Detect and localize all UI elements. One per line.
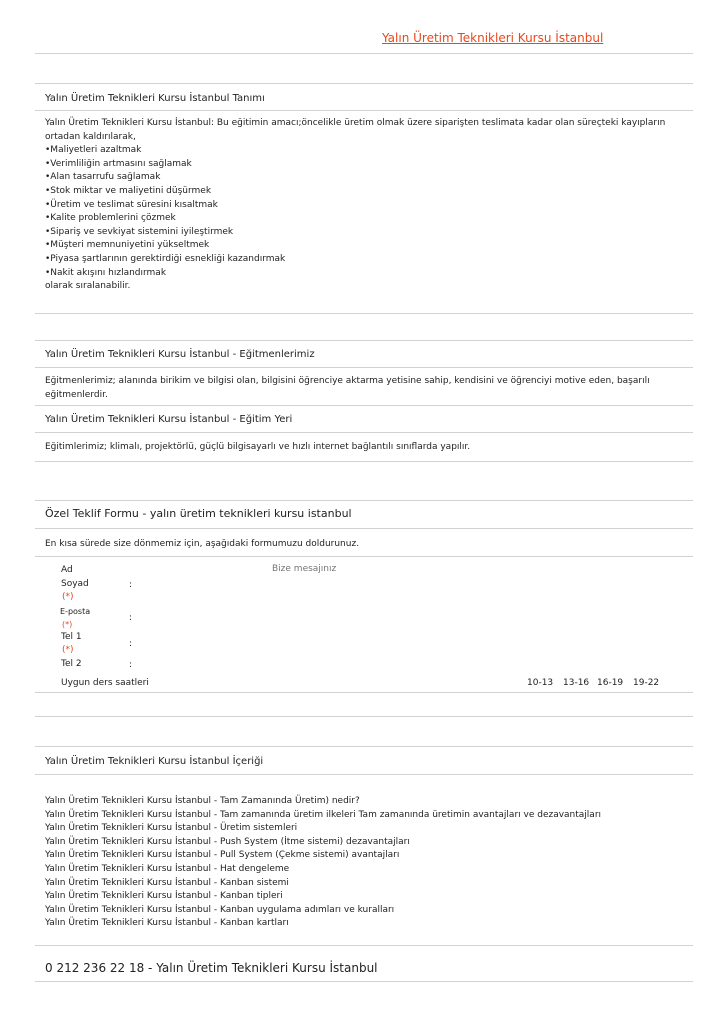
list-item: Yalın Üretim Teknikleri Kursu İstanbul - Kanban sistemi <box>45 877 289 888</box>
list-item: •Nakit akışını hızlandırmak <box>45 267 167 278</box>
definition-bullet-list <box>45 144 695 280</box>
contents-heading: Yalın Üretim Teknikleri Kursu İstanbul İçeriği <box>45 756 264 767</box>
divider <box>35 340 693 341</box>
list-item: •Verimliliğin artmasını sağlamak <box>45 158 192 169</box>
name-input[interactable] <box>135 563 255 575</box>
required-marker: (*) <box>62 620 73 629</box>
list-item: Yalın Üretim Teknikleri Kursu İstanbul - Kanban tipleri <box>45 891 283 902</box>
list-item: •Maliyetleri azaltmak <box>45 145 142 156</box>
tel1-input[interactable] <box>137 637 257 649</box>
definition-body <box>45 117 695 294</box>
colon: : <box>129 580 133 590</box>
tel1-label: Tel 1 <box>61 632 82 642</box>
divider <box>35 461 693 462</box>
definition-intro-line2: ortadan kaldırılarak, <box>45 131 136 142</box>
colon: : <box>129 639 133 649</box>
divider <box>35 110 693 111</box>
colon: : <box>129 660 133 670</box>
header-course-link[interactable]: Yalın Üretim Teknikleri Kursu İstanbul <box>382 31 604 45</box>
hours-label: Uygun ders saatleri <box>61 678 149 688</box>
email-label: E-posta <box>60 607 91 616</box>
trainers-line2: eğitmenlerdir. <box>45 389 108 400</box>
list-item: Yalın Üretim Teknikleri Kursu İstanbul - Kanban uygulama adımları ve kuralları <box>45 904 395 915</box>
list-item: •Piyasa şartlarının gerektirdiği esnekliği kazandırmak <box>45 253 286 264</box>
trainers-line1: Eğitmenlerimiz; alanında birikim ve bilgisi olan, bilgisini öğrenciye aktarma yetisine sahip, kendisini ve öğrenciyi motive eden, başarılı <box>45 376 650 386</box>
divider <box>35 432 693 433</box>
divider <box>35 556 693 557</box>
form-heading: Özel Teklif Formu - yalın üretim teknikleri kursu istanbul <box>45 507 352 520</box>
divider <box>35 405 693 406</box>
divider <box>35 746 693 747</box>
colon: : <box>129 613 133 623</box>
hours-option[interactable]: 16-19 <box>597 678 624 688</box>
required-marker: (*) <box>62 645 74 655</box>
list-item: •Sipariş ve sevkiyat sistemini iyileştirmek <box>45 226 234 237</box>
surname-label: Soyad <box>61 579 89 589</box>
divider <box>35 528 693 529</box>
name-label: Ad <box>61 565 73 575</box>
list-item: Yalın Üretim Teknikleri Kursu İstanbul - Push System (İtme sistemi) dezavantajları <box>45 836 410 847</box>
form-subtitle: En kısa sürede size dönmemiz için, aşağıdaki formumuzu doldurunuz. <box>45 539 360 549</box>
footer-phone: 0 212 236 22 18 - Yalın Üretim Teknikleri Kursu İstanbul <box>45 961 378 975</box>
list-item: Yalın Üretim Teknikleri Kursu İstanbul - Tam zamanında üretim ilkeleri Tam zamanında üretimin avantajları ve dezavantajları <box>45 809 602 820</box>
list-item: Yalın Üretim Teknikleri Kursu İstanbul - Pull System (Çekme sistemi) avantajları <box>45 850 400 861</box>
list-item: •Üretim ve teslimat süresini kısaltmak <box>45 199 218 210</box>
trainers-heading: Yalın Üretim Teknikleri Kursu İstanbul - Eğitmenlerimiz <box>45 349 315 360</box>
venue-text: Eğitimlerimiz; klimalı, projektörlü, güçlü bilgisayarlı ve hızlı internet bağlantılı sınıflarda yapılır. <box>45 442 471 452</box>
divider <box>35 500 693 501</box>
trainers-body <box>45 375 695 402</box>
contents-list <box>45 795 695 931</box>
divider <box>35 774 693 775</box>
divider <box>35 981 693 982</box>
list-item: Yalın Üretim Teknikleri Kursu İstanbul - Tam Zamanında Üretim) nedir? <box>45 796 360 806</box>
divider <box>35 313 693 314</box>
list-item: •Müşteri memnuniyetini yükseltmek <box>45 240 210 251</box>
divider <box>35 367 693 368</box>
message-textarea[interactable] <box>272 563 652 663</box>
list-item: Yalın Üretim Teknikleri Kursu İstanbul - Üretim sistemleri <box>45 823 298 834</box>
hours-option[interactable]: 13-16 <box>563 678 590 688</box>
required-marker: (*) <box>62 592 74 602</box>
definition-outro: olarak sıralanabilir. <box>45 281 131 292</box>
divider <box>35 945 693 946</box>
surname-input[interactable] <box>137 578 257 590</box>
tel2-input[interactable] <box>137 658 257 670</box>
list-item: Yalın Üretim Teknikleri Kursu İstanbul - Kanban kartları <box>45 918 289 929</box>
definition-heading: Yalın Üretim Teknikleri Kursu İstanbul Tanımı <box>45 93 265 104</box>
hours-option[interactable]: 19-22 <box>633 678 660 688</box>
divider <box>35 53 693 54</box>
divider <box>35 83 693 84</box>
hours-option[interactable]: 10-13 <box>527 678 554 688</box>
list-item: •Alan tasarrufu sağlamak <box>45 172 161 183</box>
list-item: •Kalite problemlerini çözmek <box>45 213 176 224</box>
list-item: •Stok miktar ve maliyetini düşürmek <box>45 185 212 196</box>
divider <box>35 692 693 693</box>
definition-intro-line1: Yalın Üretim Teknikleri Kursu İstanbul: Bu eğitimin amacı;öncelikle üretim olmak üzere siparişten teslimata kadar olan süreçteki kayıpların <box>45 118 666 128</box>
tel2-label: Tel 2 <box>61 659 82 669</box>
divider <box>35 716 693 717</box>
list-item: Yalın Üretim Teknikleri Kursu İstanbul - Hat dengeleme <box>45 863 290 874</box>
email-input[interactable] <box>137 610 257 622</box>
venue-heading: Yalın Üretim Teknikleri Kursu İstanbul - Eğitim Yeri <box>45 414 293 425</box>
